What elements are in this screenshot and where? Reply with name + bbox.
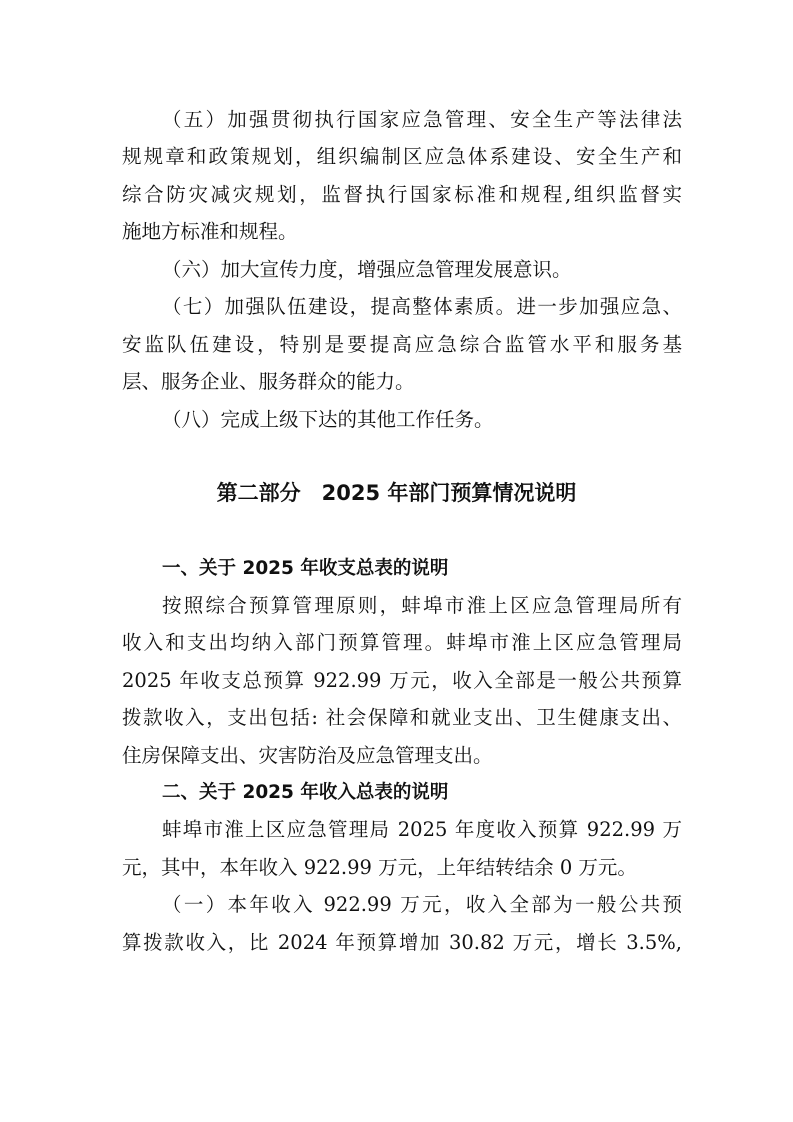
part-two-title: 第二部分 2025 年部门预算情况说明 <box>216 481 577 505</box>
subsection2-heading: 二、关于 2025 年收入总表的说明 <box>162 782 449 803</box>
item5-line3: 综合防灾减灾规划，监督执行国家标准和规程,组织监督实 <box>122 183 682 206</box>
subsection2-para1-line1: 蚌埠市淮上区应急管理局 2025 年度收入预算 922.99 万 <box>162 818 682 841</box>
subsection1-para-line1: 按照综合预算管理原则，蚌埠市淮上区应急管理局所有 <box>162 594 682 617</box>
item6-line1: （六）加大宣传力度，增强应急管理发展意识。 <box>162 258 572 281</box>
item7-line3: 层、服务企业、服务群众的能力。 <box>122 370 415 393</box>
item5-line4: 施地方标准和规程。 <box>122 220 298 243</box>
item5-line1: （五）加强贯彻执行国家应急管理、安全生产等法律法 <box>162 108 682 131</box>
subsection2-para2-line1: （一）本年收入 922.99 万元，收入全部为一般公共预 <box>162 893 682 916</box>
subsection2-para1-line2: 元，其中，本年收入 922.99 万元，上年结转结余 0 万元。 <box>122 856 637 879</box>
subsection1-para-line3: 2025 年收支总预算 922.99 万元，收入全部是一般公共预算 <box>122 669 682 692</box>
subsection1-heading: 一、关于 2025 年收支总表的说明 <box>162 558 449 579</box>
item8-line1: （八）完成上级下达的其他工作任务。 <box>162 408 494 431</box>
item7-line1: （七）加强队伍建设，提高整体素质。进一步加强应急、 <box>162 295 682 318</box>
item5-line2: 规规章和政策规划，组织编制区应急体系建设、安全生产和 <box>122 145 682 168</box>
item7-line2: 安监队伍建设，特别是要提高应急综合监管水平和服务基 <box>122 333 682 356</box>
subsection2-para2-line2: 算拨款收入，比 2024 年预算增加 30.82 万元，增长 3.5%, <box>122 931 682 954</box>
subsection1-para-line2: 收入和支出均纳入部门预算管理。蚌埠市淮上区应急管理局 <box>122 631 682 654</box>
subsection1-para-line4: 拨款收入，支出包括: 社会保障和就业支出、卫生健康支出、 <box>122 706 682 729</box>
subsection1-para-line5: 住房保障支出、灾害防治及应急管理支出。 <box>122 744 493 767</box>
